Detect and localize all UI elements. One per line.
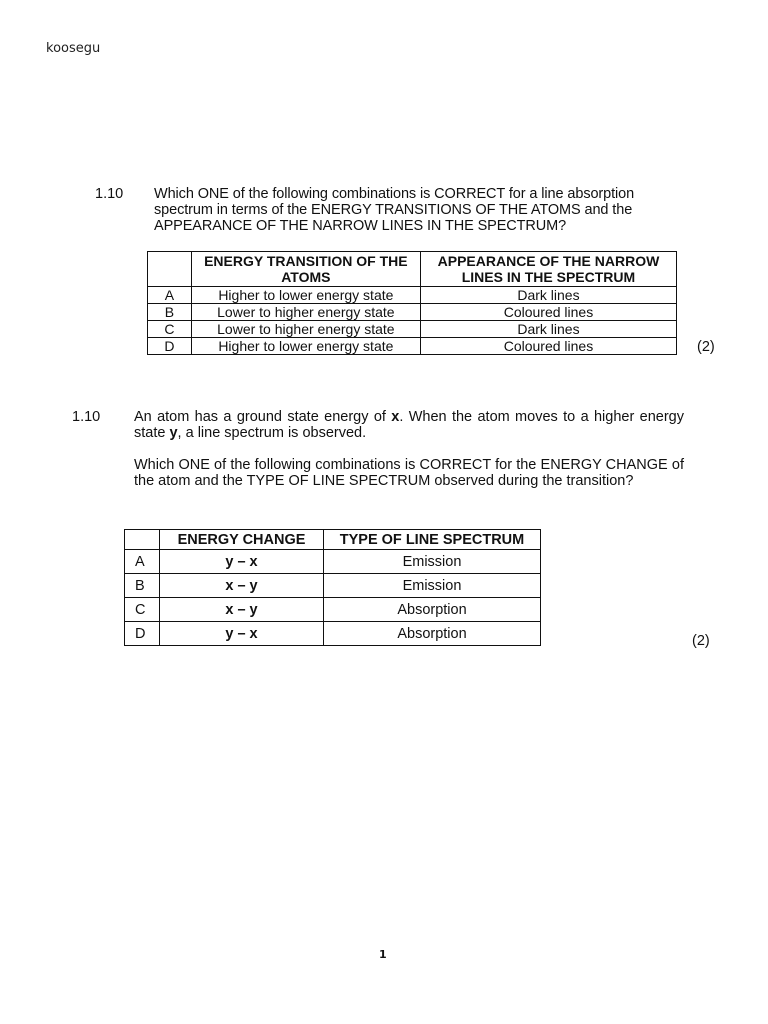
- table-cell: Dark lines: [420, 321, 676, 338]
- table-cell: Higher to lower energy state: [191, 287, 420, 304]
- question-2-paragraph-1: An atom has a ground state energy of x. When the atom moves to a higher energy state y, a line spectrum is observed.: [134, 409, 684, 441]
- table-cell: y – x: [160, 550, 324, 574]
- table-cell: Higher to lower energy state: [191, 338, 420, 355]
- header-text: koosegu: [46, 41, 101, 56]
- table-row: [148, 304, 677, 321]
- table-row: [125, 622, 541, 646]
- table-row: [148, 321, 677, 338]
- option-letter: D: [125, 622, 160, 646]
- option-letter: C: [148, 321, 192, 338]
- table-cell: Absorption: [324, 622, 541, 646]
- question-1-text: Which ONE of the following combinations is CORRECT for a line absorption spectrum in terms of the ENERGY TRANSITIONS OF THE ATOMS and the APPEARANCE OF THE NARROW LINES IN THE SPECTRUM?: [154, 186, 635, 234]
- option-letter: A: [148, 287, 192, 304]
- question-1-number: 1.10: [95, 186, 124, 202]
- table-header-cell: ENERGY TRANSITION OF THE ATOMS: [191, 252, 420, 287]
- option-letter: B: [125, 574, 160, 598]
- table-header-cell: TYPE OF LINE SPECTRUM: [324, 530, 541, 550]
- table-cell: Lower to higher energy state: [191, 321, 420, 338]
- question-2-paragraph-2: Which ONE of the following combinations is CORRECT for the ENERGY CHANGE of the atom and the TYPE OF LINE SPECTRUM observed during the transition?: [134, 457, 684, 489]
- table-cell: Coloured lines: [420, 304, 676, 321]
- table-cell: Emission: [324, 574, 541, 598]
- table-cell: Absorption: [324, 598, 541, 622]
- variable-x: x: [391, 409, 400, 425]
- question-2-number: 1.10: [72, 409, 101, 425]
- question-2-marks: (2): [692, 633, 710, 649]
- table-cell: y – x: [160, 622, 324, 646]
- table-cell: Dark lines: [420, 287, 676, 304]
- question-2-table: [124, 529, 541, 646]
- table-header-row: [148, 252, 677, 287]
- option-letter: D: [148, 338, 192, 355]
- option-letter: A: [125, 550, 160, 574]
- table-row: [125, 574, 541, 598]
- table-header-cell: ENERGY CHANGE: [160, 530, 324, 550]
- table-cell: Emission: [324, 550, 541, 574]
- table-row: [125, 550, 541, 574]
- table-row: [125, 598, 541, 622]
- question-2-text: [134, 409, 684, 489]
- table-header-row: [125, 530, 541, 550]
- table-cell: x – y: [160, 574, 324, 598]
- table-cell: Lower to higher energy state: [191, 304, 420, 321]
- table-row: [148, 338, 677, 355]
- table-header-cell: [125, 530, 160, 550]
- table-row: [148, 287, 677, 304]
- table-cell: x – y: [160, 598, 324, 622]
- variable-y: y: [169, 425, 178, 441]
- table-header-cell: [148, 252, 192, 287]
- option-letter: B: [148, 304, 192, 321]
- option-letter: C: [125, 598, 160, 622]
- table-header-cell: APPEARANCE OF THE NARROW LINES IN THE SPECTRUM: [420, 252, 676, 287]
- table-cell: Coloured lines: [420, 338, 676, 355]
- question-1-table: [147, 251, 677, 355]
- question-1-marks: (2): [697, 339, 715, 355]
- page-number: 1: [379, 948, 387, 961]
